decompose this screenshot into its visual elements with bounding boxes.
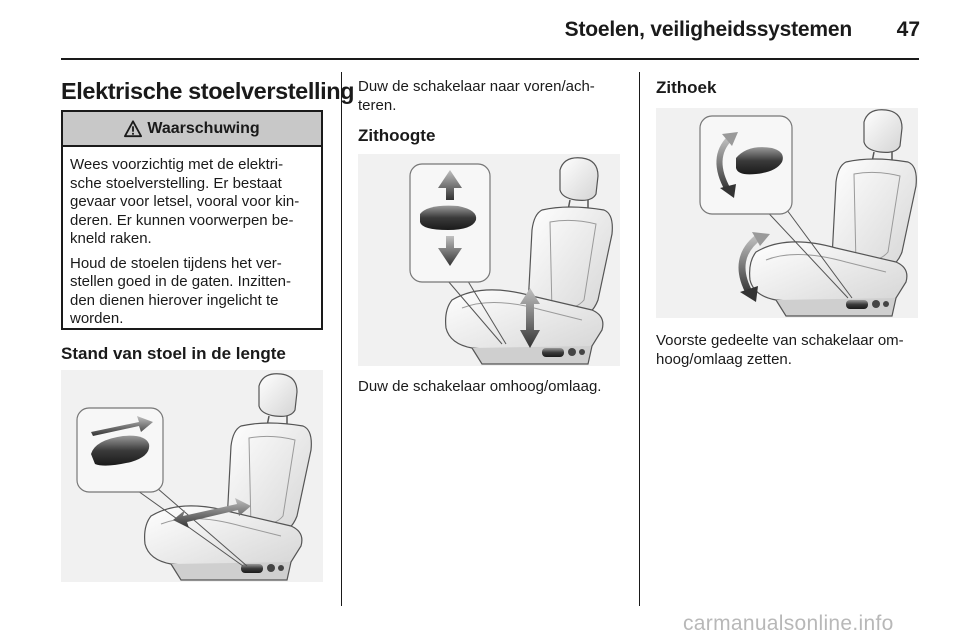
page-number: 47: [896, 18, 920, 41]
illustration-tilt: [656, 108, 918, 318]
watermark: carmanualsonline.info: [683, 612, 894, 635]
seat-fore-aft-adjust-icon: [61, 370, 323, 582]
warning-paragraph-1: Wees voorzichtig met de elektri-sche stoelverstelling. Er bestaat gevaar voor letsel, vooral voor kin-deren. Er kunnen voorwerpen be-kneld raken.: [70, 156, 300, 247]
warning-header: [63, 112, 321, 147]
seat-height-adjust-icon: [358, 154, 620, 366]
column-divider-right: [639, 72, 640, 606]
height-caption: Duw de schakelaar omhoog/omlaag.: [358, 378, 602, 395]
warning-box: [61, 110, 323, 330]
section-title: Stoelen, veiligheidssystemen: [564, 18, 852, 41]
intro-text: Duw de schakelaar naar voren/ach-teren.: [358, 78, 595, 114]
illustration-height: [358, 154, 620, 366]
warning-paragraph-2: Houd de stoelen tijdens het ver-stellen goed in de gaten. Inzitten-den dienen hierover ingelicht te worden.: [70, 254, 291, 327]
main-heading: Elektrische stoelverstelling: [61, 78, 355, 104]
subheading-height: Zithoogte: [358, 126, 436, 145]
tilt-caption: Voorste gedeelte van schakelaar om-hoog/omlaag zetten.: [656, 332, 904, 368]
column-divider-left: [341, 72, 342, 606]
warning-body: [63, 147, 321, 329]
subheading-tilt: Zithoek: [656, 78, 717, 97]
seat-tilt-adjust-icon: [656, 108, 918, 318]
warning-triangle-icon: [124, 120, 142, 138]
illustration-fore-aft: [61, 370, 323, 582]
warning-title: Waarschuwing: [147, 119, 260, 137]
subheading-length: Stand van stoel in de lengte: [61, 344, 286, 363]
header-divider: [61, 58, 919, 60]
